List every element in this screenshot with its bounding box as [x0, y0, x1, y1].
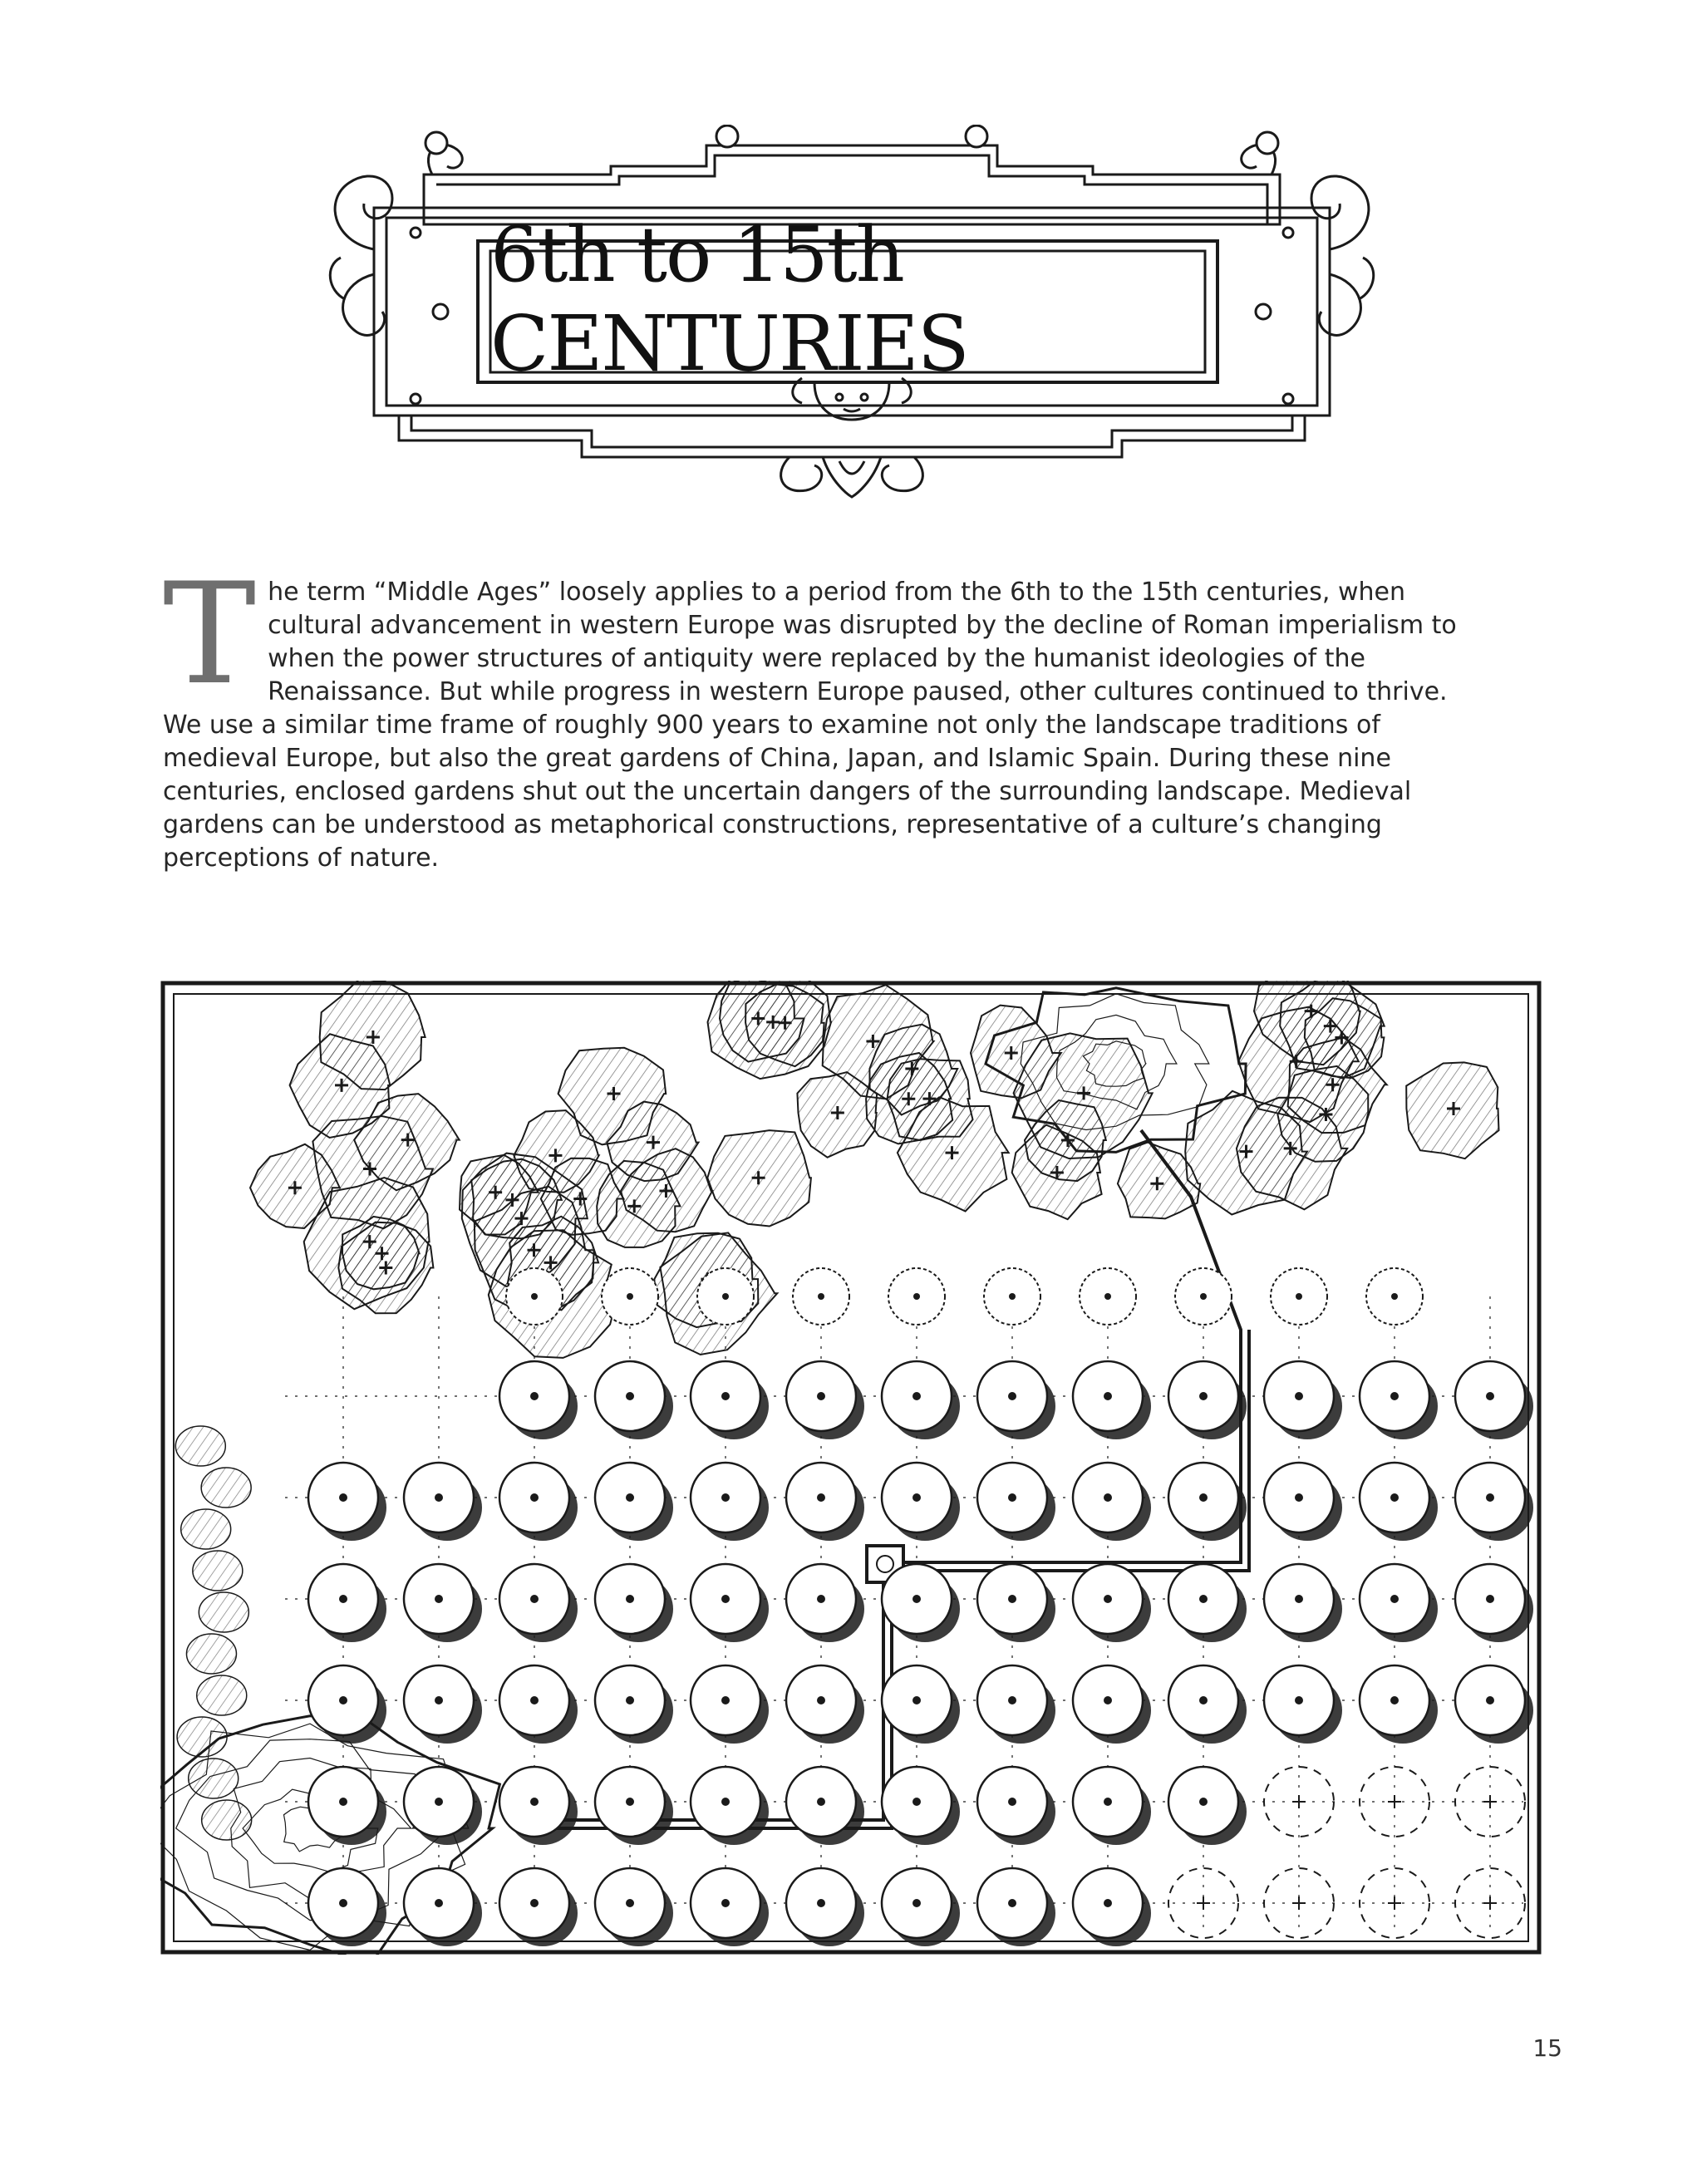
tree-trunk [817, 1493, 825, 1502]
tree-trunk [1295, 1392, 1303, 1400]
tree-trunk [1104, 1493, 1112, 1502]
tree-trunk [1008, 1493, 1016, 1502]
thicket-shrub [202, 1800, 252, 1840]
tree-trunk [626, 1392, 634, 1400]
tree-trunk [721, 1493, 730, 1502]
tree-trunk [1390, 1595, 1399, 1603]
tree-trunk [1486, 1493, 1494, 1502]
young-tree-trunk [1104, 1293, 1111, 1300]
tree-trunk [530, 1696, 539, 1704]
tree-trunk [721, 1696, 730, 1704]
thicket-shrub [201, 1468, 251, 1508]
tree-trunk [817, 1392, 825, 1400]
tree-trunk [912, 1392, 921, 1400]
tree-trunk [530, 1392, 539, 1400]
tree-trunk [530, 1798, 539, 1806]
tree-trunk [530, 1595, 539, 1603]
tree-trunk [1104, 1899, 1112, 1907]
tree-trunk [1008, 1696, 1016, 1704]
tree-trunk [721, 1899, 730, 1907]
tree-trunk [1486, 1595, 1494, 1603]
tree-trunk [626, 1696, 634, 1704]
tree-trunk [912, 1798, 921, 1806]
tree-trunk [626, 1798, 634, 1806]
tree-trunk [1104, 1696, 1112, 1704]
tree-trunk [1104, 1798, 1112, 1806]
tree-trunk [530, 1899, 539, 1907]
garden-plan-illustration [160, 981, 1542, 1955]
page-title: 6th to 15th CENTURIES [490, 210, 968, 388]
tree-trunk [530, 1493, 539, 1502]
intro-body-text: he term “Middle Ages” loosely applies to a period from the 6th to the 15th centuries, when cultural advancement in western Europe was disrupted by the decline of Roman imperialism to when the power structures of antiquity were replaced by the humanist ideologies of the Renaissance. But while progress in western Europe paused, other cultures continued to thrive. We use a similar time frame of roughly 900 years to examine not only the landscape traditions of medieval Europe, but also the great gardens of China, Japan, and Islamic Spain. During these nine centuries, enclosed gardens shut out the uncertain dangers of the surrounding landscape. Medieval gardens can be understood as metaphorical constructions, representative of a culture’s changing perceptions of nature. [163, 578, 1457, 873]
young-tree-trunk [913, 1293, 920, 1300]
tree-trunk [817, 1696, 825, 1704]
tree-trunk [339, 1798, 347, 1806]
drop-cap: T [163, 553, 257, 716]
intro-paragraph [163, 553, 1493, 875]
tree-trunk [435, 1696, 443, 1704]
tree-trunk [721, 1798, 730, 1806]
tree-trunk [1008, 1798, 1016, 1806]
tree-trunk [435, 1595, 443, 1603]
tree-trunk [1390, 1493, 1399, 1502]
tree-trunk [912, 1595, 921, 1603]
young-tree-trunk [722, 1293, 729, 1300]
thicket-shrub [175, 1426, 225, 1466]
tree-trunk [1390, 1392, 1399, 1400]
tree-trunk [1390, 1696, 1399, 1704]
tree-trunk [1008, 1595, 1016, 1603]
tree-trunk [912, 1493, 921, 1502]
tree-trunk [1104, 1392, 1112, 1400]
young-tree-trunk [1009, 1293, 1016, 1300]
tree-trunk [721, 1392, 730, 1400]
tree-trunk [1008, 1899, 1016, 1907]
tree-trunk [1295, 1696, 1303, 1704]
tree-trunk [435, 1899, 443, 1907]
young-tree-trunk [818, 1293, 824, 1300]
young-tree-trunk [627, 1293, 633, 1300]
tree-trunk [721, 1595, 730, 1603]
young-tree-trunk [1296, 1293, 1302, 1300]
tree-trunk [1008, 1392, 1016, 1400]
thicket-shrub [186, 1634, 236, 1674]
thicket-shrub [181, 1509, 231, 1549]
tree-trunk [1199, 1595, 1208, 1603]
young-tree-trunk [1391, 1293, 1398, 1300]
tree-trunk [435, 1798, 443, 1806]
thicket-shrub [193, 1551, 243, 1591]
tree-trunk [1199, 1696, 1208, 1704]
tree-trunk [1295, 1493, 1303, 1502]
tree-trunk [1199, 1493, 1208, 1502]
tree-trunk [339, 1696, 347, 1704]
tree-trunk [817, 1798, 825, 1806]
tree-trunk [435, 1493, 443, 1502]
tree-trunk [626, 1899, 634, 1907]
tree-trunk [1199, 1798, 1208, 1806]
tree-trunk [339, 1899, 347, 1907]
tree-trunk [817, 1595, 825, 1603]
tree-trunk [339, 1493, 347, 1502]
tree-trunk [339, 1595, 347, 1603]
tree-trunk [1295, 1595, 1303, 1603]
tree-trunk [626, 1493, 634, 1502]
tree-trunk [912, 1696, 921, 1704]
page-number: 15 [1532, 2034, 1562, 2062]
tree-trunk [1486, 1696, 1494, 1704]
tree-trunk [912, 1899, 921, 1907]
tree-trunk [626, 1595, 634, 1603]
tree-trunk [1199, 1392, 1208, 1400]
thicket-shrub [197, 1675, 247, 1715]
tree-trunk [1104, 1595, 1112, 1603]
tree-trunk [1486, 1392, 1494, 1400]
tree-trunk [817, 1899, 825, 1907]
young-tree-trunk [531, 1293, 538, 1300]
young-tree-trunk [1200, 1293, 1207, 1300]
thicket-shrub [199, 1592, 248, 1632]
